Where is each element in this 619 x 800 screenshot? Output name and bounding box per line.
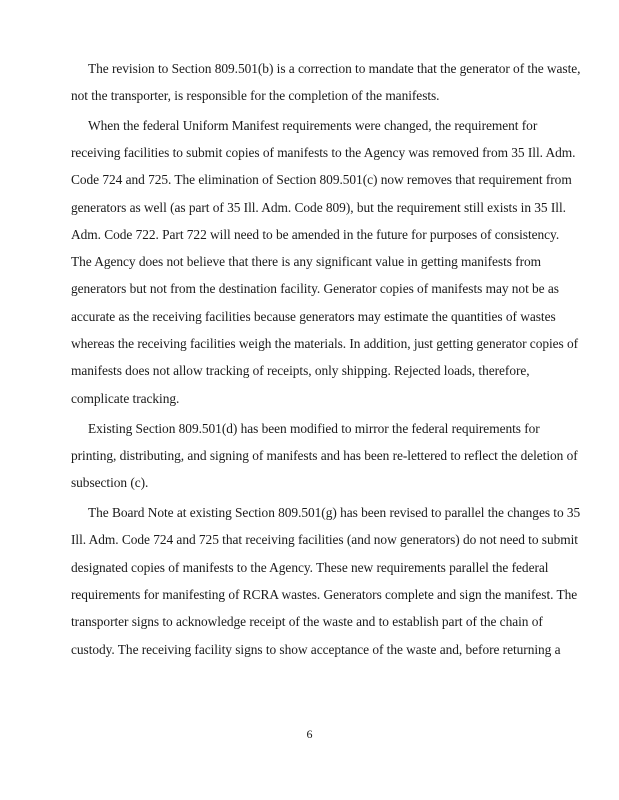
text-line: custody. The receiving facility signs to show acceptance of the waste and, before returning a <box>71 642 561 657</box>
text-line: not the transporter, is responsible for the completion of the manifests. <box>71 88 440 103</box>
text-line: Existing Section 809.501(d) has been modified to mirror the federal requirements for <box>88 421 540 436</box>
text-line: Ill. Adm. Code 724 and 725 that receiving facilities (and now generators) do not need to submit <box>71 532 578 547</box>
text-line: The Agency does not believe that there is any significant value in getting manifests from <box>71 254 542 269</box>
text-line: requirements for manifesting of RCRA wastes. Generators complete and sign the manifest. The <box>71 587 578 602</box>
text-line: generators as well (as part of 35 Ill. Adm. Code 809), but the requirement still exists in 35 Ill. <box>71 200 566 215</box>
text-line: The revision to Section 809.501(b) is a correction to mandate that the generator of the waste, <box>88 61 581 76</box>
text-line: transporter signs to acknowledge receipt of the waste and to establish part of the chain of <box>71 614 543 629</box>
text-line: The Board Note at existing Section 809.501(g) has been revised to parallel the changes to 35 <box>88 505 581 520</box>
text-line: generators but not from the destination facility. Generator copies of manifests may not be as <box>71 281 559 296</box>
text-line: When the federal Uniform Manifest requirements were changed, the requirement for <box>88 118 538 133</box>
text-line: manifests does not allow tracking of receipts, only shipping. Rejected loads, therefore, <box>71 363 530 378</box>
text-line: Adm. Code 722. Part 722 will need to be amended in the future for purposes of consistency. <box>71 227 560 242</box>
text-line: complicate tracking. <box>71 391 180 406</box>
text-line: accurate as the receiving facilities because generators may estimate the quantities of wastes <box>71 309 556 324</box>
text-line: subsection (c). <box>71 475 149 490</box>
text-line: printing, distributing, and signing of manifests and has been re-lettered to reflect the deletion of <box>71 448 578 463</box>
text-line: designated copies of manifests to the Agency. These new requirements parallel the federal <box>71 560 549 575</box>
text-line: Code 724 and 725. The elimination of Section 809.501(c) now removes that requirement from <box>71 172 572 187</box>
text-line: receiving facilities to submit copies of manifests to the Agency was removed from 35 Ill. Adm. <box>71 145 576 160</box>
text-line: whereas the receiving facilities weigh the materials. In addition, just getting generator copies of <box>71 336 579 351</box>
page-number: 6 <box>306 727 313 741</box>
